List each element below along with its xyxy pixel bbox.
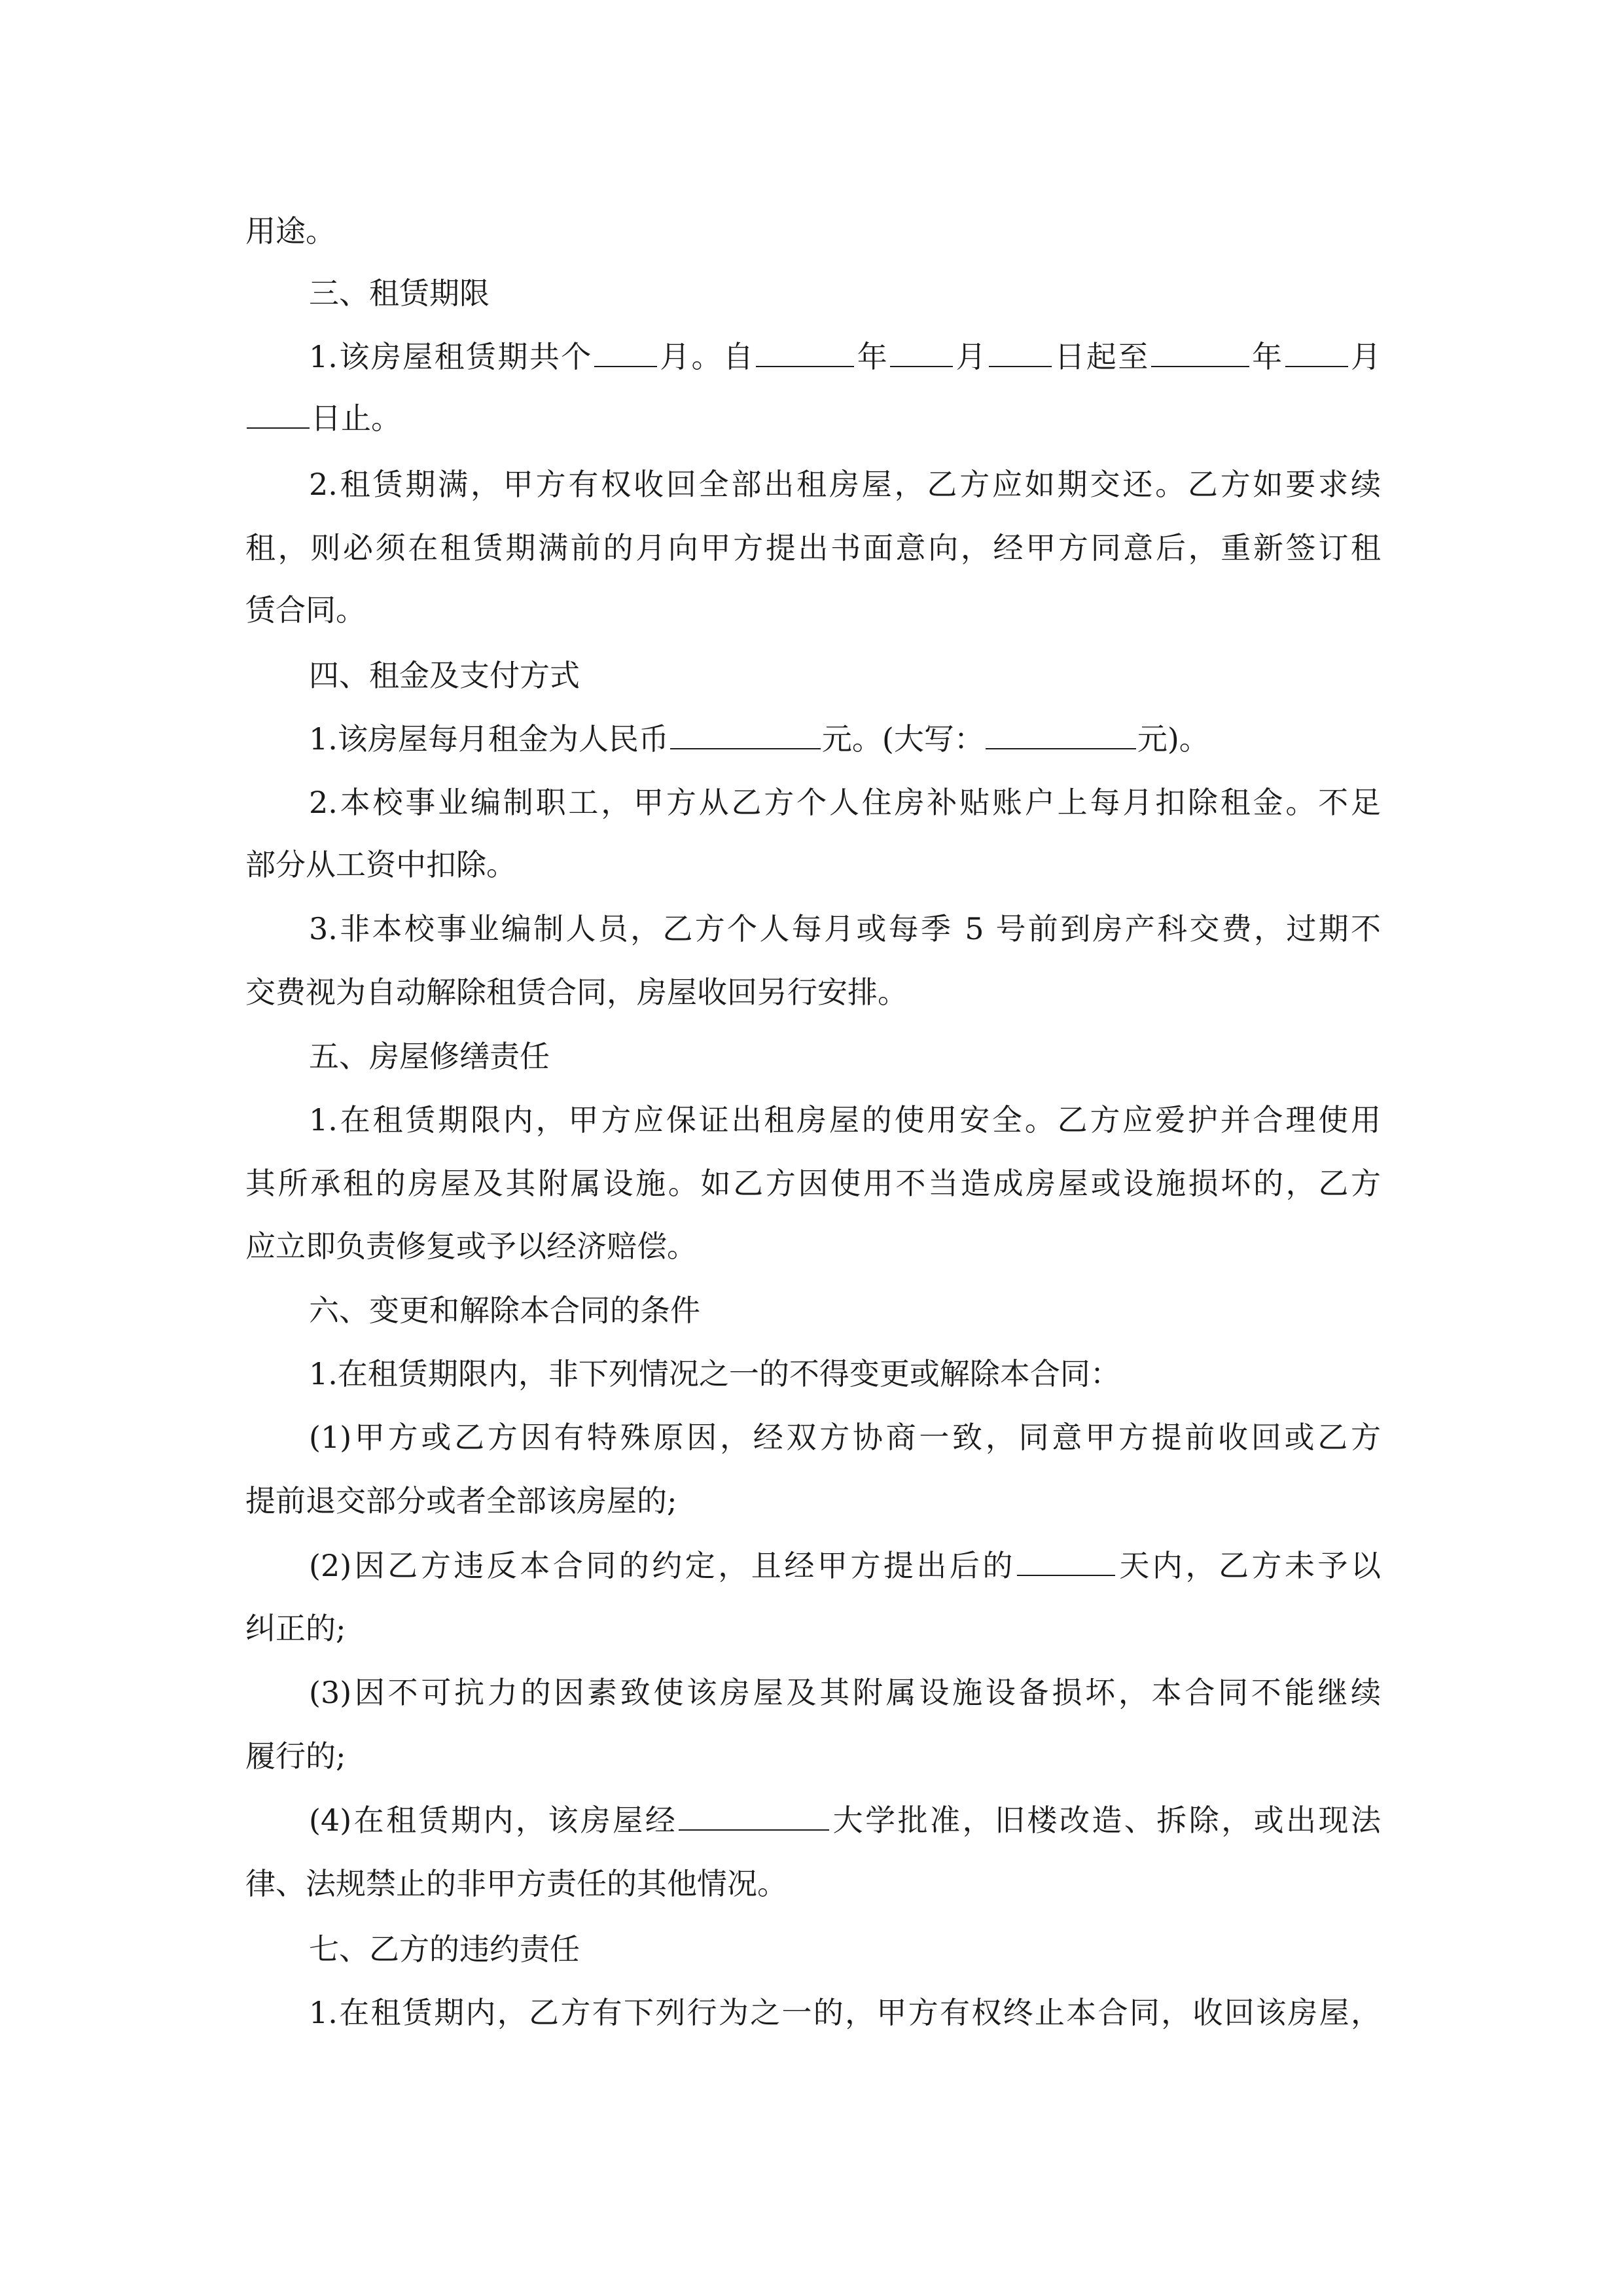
section-heading: 七、乙方的违约责任 xyxy=(309,1931,580,1967)
text-segment: 大学批准，旧楼改造、拆除，或出现法 xyxy=(830,1803,1381,1838)
clause-2-line xyxy=(309,1542,1381,1589)
text-segment: 年 xyxy=(1250,339,1284,374)
text-line: 提前退交部分或者全部该房屋的; xyxy=(245,1483,677,1518)
text-line xyxy=(245,395,1381,442)
fill-blank xyxy=(890,336,953,367)
text-segment: 日止。 xyxy=(311,401,401,436)
text-segment: 日起至 xyxy=(1053,339,1150,374)
section-heading: 六、变更和解除本合同的条件 xyxy=(309,1293,700,1328)
fill-blank xyxy=(1151,336,1249,367)
text-line: 部分从工资中扣除。 xyxy=(245,847,516,882)
text-line: (1)甲方或乙方因有特殊原因，经双方协商一致，同意甲方提前收回或乙方 xyxy=(309,1420,1381,1455)
text-segment: 月 xyxy=(954,339,988,374)
text-line: 其所承租的房屋及其附属设施。如乙方因使用不当造成房屋或设施损坏的，乙方 xyxy=(245,1166,1381,1201)
text-line: 履行的; xyxy=(245,1738,346,1774)
section-heading: 四、租金及支付方式 xyxy=(309,658,580,693)
fill-blank xyxy=(679,1799,829,1831)
fill-blank xyxy=(756,336,854,367)
text-segment: 1.该房屋租赁期共个 xyxy=(309,339,593,374)
section-heading: 三、租赁期限 xyxy=(309,276,490,311)
clause-4-line xyxy=(309,1797,1381,1844)
fill-blank xyxy=(247,397,310,429)
text-line: 1.在租赁期限内，甲方应保证出租房屋的使用安全。乙方应爱护并合理使用 xyxy=(309,1102,1381,1138)
text-segment: (4)在租赁期内，该房屋经 xyxy=(309,1803,678,1838)
text-line: 2.本校事业编制职工，甲方从乙方个人住房补贴账户上每月扣除租金。不足 xyxy=(309,785,1381,820)
text-line: 2.租赁期满，甲方有权收回全部出租房屋，乙方应如期交还。乙方如要求续 xyxy=(309,467,1381,502)
text-segment: 年 xyxy=(855,339,889,374)
text-segment: 月 xyxy=(1349,339,1381,374)
text-line: 纠正的; xyxy=(245,1611,346,1646)
text-line: 应立即负责修复或予以经济赔偿。 xyxy=(245,1229,697,1264)
text-segment: 月。自 xyxy=(658,339,755,374)
text-segment: 元)。 xyxy=(1137,721,1209,757)
section-heading: 五、房屋修缮责任 xyxy=(309,1039,550,1074)
text-line: 1.在租赁期限内，非下列情况之一的不得变更或解除本合同： xyxy=(309,1356,1120,1391)
text-segment: 元。(大写： xyxy=(821,721,984,757)
text-segment: (2)因乙方违反本合同的约定，且经甲方提出后的 xyxy=(309,1548,1016,1583)
fill-blank xyxy=(1285,336,1348,367)
rent-line xyxy=(309,715,1381,762)
text-line: 用途。 xyxy=(245,213,336,249)
fill-blank xyxy=(989,336,1052,367)
text-line: (3)因不可抗力的因素致使该房屋及其附属设施设备损坏，本合同不能继续 xyxy=(309,1675,1381,1710)
text-line: 律、法规禁止的非甲方责任的其他情况。 xyxy=(245,1866,787,1901)
text-line: 租，则必须在租赁期满前的月向甲方提出书面意向，经甲方同意后，重新签订租 xyxy=(245,530,1381,565)
fill-blank xyxy=(670,718,821,749)
text-line: 交费视为自动解除租赁合同，房屋收回另行安排。 xyxy=(245,975,908,1010)
text-line: 1.在租赁期内，乙方有下列行为之一的，甲方有权终止本合同，收回该房屋， xyxy=(309,1995,1381,2030)
term-line xyxy=(309,333,1381,380)
fill-blank xyxy=(1017,1545,1115,1576)
fill-blank xyxy=(986,718,1136,749)
text-line: 3.非本校事业编制人员，乙方个人每月或每季 5 号前到房产科交费，过期不 xyxy=(309,911,1381,946)
text-segment: 1.该房屋每月租金为人民币 xyxy=(309,721,669,757)
text-segment: 天内，乙方未予以 xyxy=(1116,1548,1381,1583)
fill-blank xyxy=(594,336,657,367)
text-line: 赁合同。 xyxy=(245,592,366,628)
